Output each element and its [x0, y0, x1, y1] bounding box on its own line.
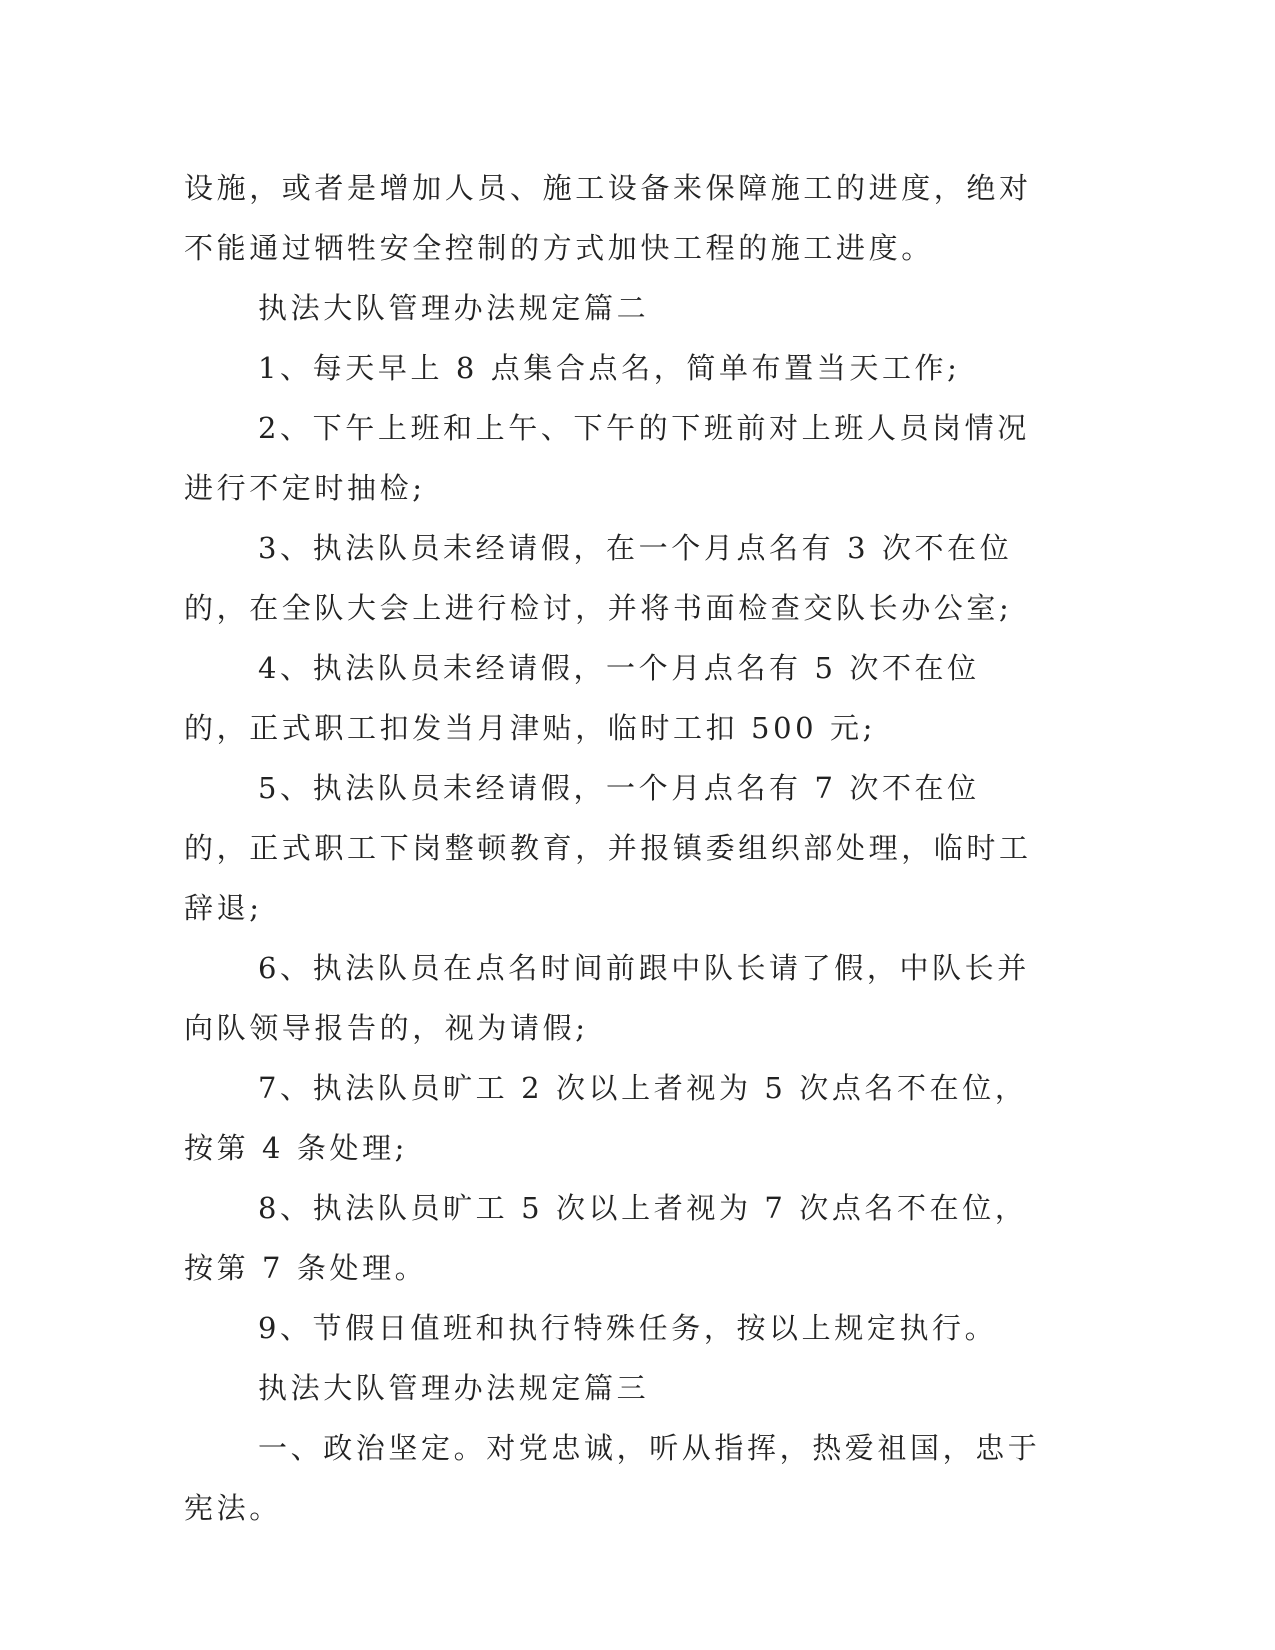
rule-item-4: 4、执法队员未经请假，一个月点名有 5 次不在位的，正式职工扣发当月津贴，临时工扣 500 元; [184, 651, 980, 745]
rule-item-8: 8、执法队员旷工 5 次以上者视为 7 次点名不在位，按第 7 条处理。 [184, 1191, 1028, 1285]
rule-item-2: 2、下午上班和上午、下午的下班前对上班人员岗情况进行不定时抽检; [184, 411, 1030, 505]
section-heading-2: 执法大队管理办法规定篇二 [258, 291, 650, 325]
rule-item-7: 7、执法队员旷工 2 次以上者视为 5 次点名不在位，按第 4 条处理; [184, 1071, 1028, 1165]
section-heading-3: 执法大队管理办法规定篇三 [258, 1371, 650, 1405]
rule-item-3: 3、执法队员未经请假，在一个月点名有 3 次不在位的，在全队大会上进行检讨，并将书面检查交队长办公室; [184, 531, 1013, 625]
principle-item-1: 一、政治坚定。对党忠诚，听从指挥，热爱祖国，忠于宪法。 [184, 1431, 1041, 1525]
rule-item-5: 5、执法队员未经请假，一个月点名有 7 次不在位的，正式职工下岗整顿教育，并报镇委组织部处理，临时工辞退; [184, 771, 1032, 925]
rule-item-6: 6、执法队员在点名时间前跟中队长请了假，中队长并向队领导报告的，视为请假; [184, 951, 1030, 1045]
rule-item-1: 1、每天早上 8 点集合点名，简单布置当天工作; [258, 351, 961, 385]
document-body [184, 158, 1044, 1538]
rule-item-9: 9、节假日值班和执行特殊任务，按以上规定执行。 [258, 1311, 998, 1345]
paragraph-continuation: 设施，或者是增加人员、施工设备来保障施工的进度，绝对不能通过牺牲安全控制的方式加快工程的施工进度。 [184, 171, 1032, 265]
